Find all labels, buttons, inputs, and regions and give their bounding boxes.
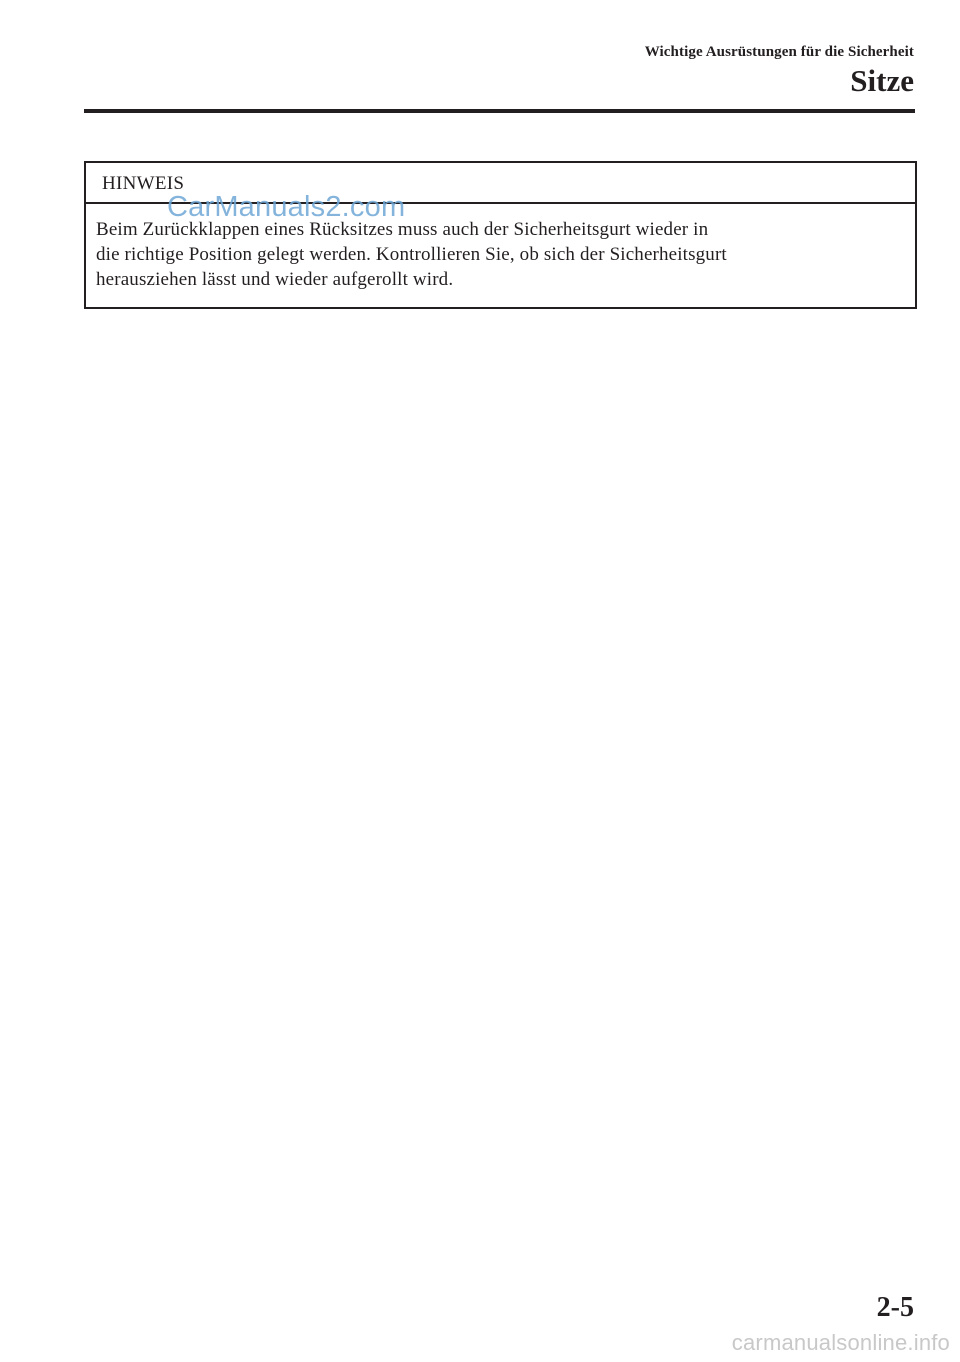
header-divider (84, 109, 915, 113)
note-label: HINWEIS (102, 173, 185, 194)
note-line-2: die richtige Position gelegt werden. Kontrollieren Sie, ob sich der Sicherheitsgurt (96, 244, 727, 265)
note-line-1: Beim Zurückklappen eines Rücksitzes muss auch der Sicherheitsgurt wieder in (96, 219, 709, 240)
watermark-carmanuals2: CarManuals2.com (167, 191, 406, 223)
chapter-title: Wichtige Ausrüstungen für die Sicherheit (644, 44, 914, 60)
page-number: 2-5 (876, 1292, 914, 1323)
note-line-3: herausziehen lässt und wieder aufgerollt wird. (96, 269, 454, 290)
page-header (645, 42, 914, 98)
watermark-carmanualsonline-link[interactable]: carmanualsonline.info (731, 1330, 950, 1355)
note-box (84, 161, 917, 309)
section-title: Sitze (850, 63, 914, 98)
